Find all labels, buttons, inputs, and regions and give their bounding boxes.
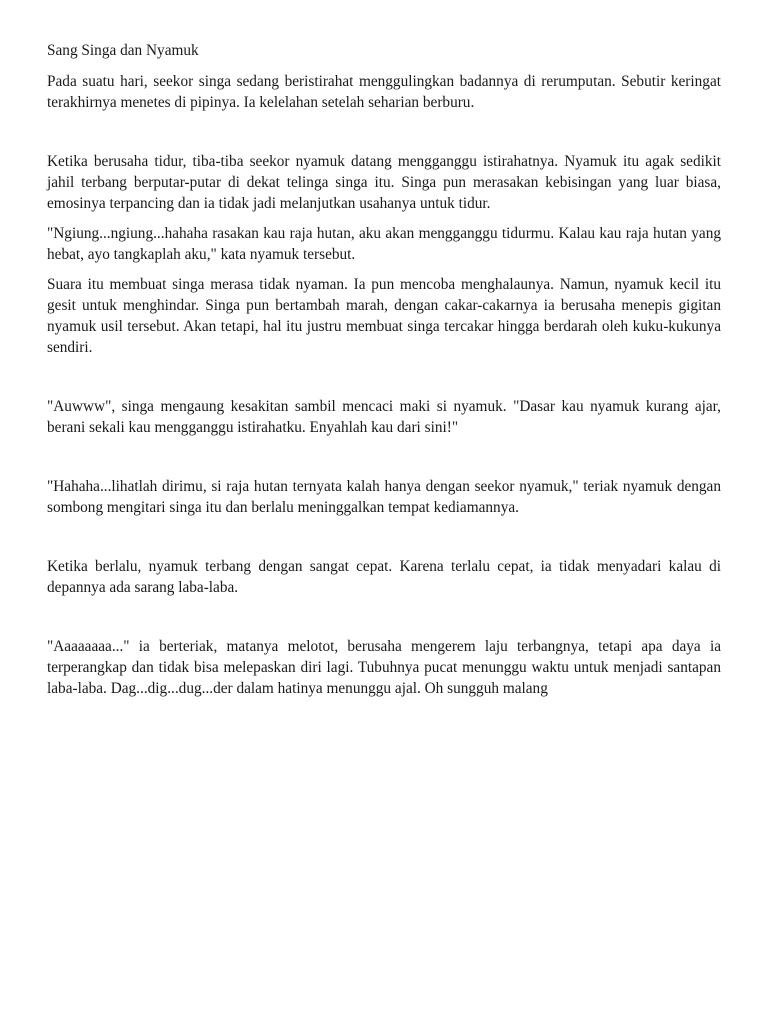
paragraph-8: "Aaaaaaaa..." ia berteriak, matanya melotot, berusaha mengerem laju terbangnya, tetapi apa daya ia terperangkap dan tidak bisa melepaskan diri lagi. Tubuhnya pucat menunggu waktu untuk menjadi santapan laba-laba. Dag...dig...dug...der dalam hatinya menunggu ajal. Oh sungguh malang [47,638,721,697]
paragraph-1: Pada suatu hari, seekor singa sedang beristirahat menggulingkan badannya di rerumputan. Sebutir keringat terakhirnya menetes di pipinya. Ia kelelahan setelah seharian berburu. [47,73,721,111]
paragraph-2: Ketika berusaha tidur, tiba-tiba seekor nyamuk datang mengganggu istirahatnya. Nyamuk itu agak sedikit jahil terbang berputar-putar di dekat telinga singa itu. Singa pun merasakan kebisingan yang luar biasa, emosinya terpancing dan ia tidak jadi melanjutkan usahanya untuk tidur. [47,153,721,212]
paragraph-7: Ketika berlalu, nyamuk terbang dengan sangat cepat. Karena terlalu cepat, ia tidak menyadari kalau di depannya ada sarang laba-laba. [47,558,721,596]
paragraph-5: "Auwww", singa mengaung kesakitan sambil mencaci maki si nyamuk. "Dasar kau nyamuk kurang ajar, berani sekali kau mengganggu istirahatku. Enyahlah kau dari sini!" [47,398,721,436]
document-title: Sang Singa dan Nyamuk [47,42,199,59]
paragraph-3: "Ngiung...ngiung...hahaha rasakan kau raja hutan, aku akan mengganggu tidurmu. Kalau kau raja hutan yang hebat, ayo tangkaplah aku," kata nyamuk tersebut. [47,225,721,263]
paragraph-6: "Hahaha...lihatlah dirimu, si raja hutan ternyata kalah hanya dengan seekor nyamuk," teriak nyamuk dengan sombong mengitari singa itu dan berlalu meninggalkan tempat kediamannya. [47,478,721,516]
paragraph-4: Suara itu membuat singa merasa tidak nyaman. Ia pun mencoba menghalaunya. Namun, nyamuk kecil itu gesit untuk menghindar. Singa pun bertambah marah, dengan cakar-cakarnya ia berusaha menepis gigitan nyamuk usil tersebut. Akan tetapi, hal itu justru membuat singa tercakar hingga berdarah oleh kuku-kukunya sendiri. [47,276,721,356]
